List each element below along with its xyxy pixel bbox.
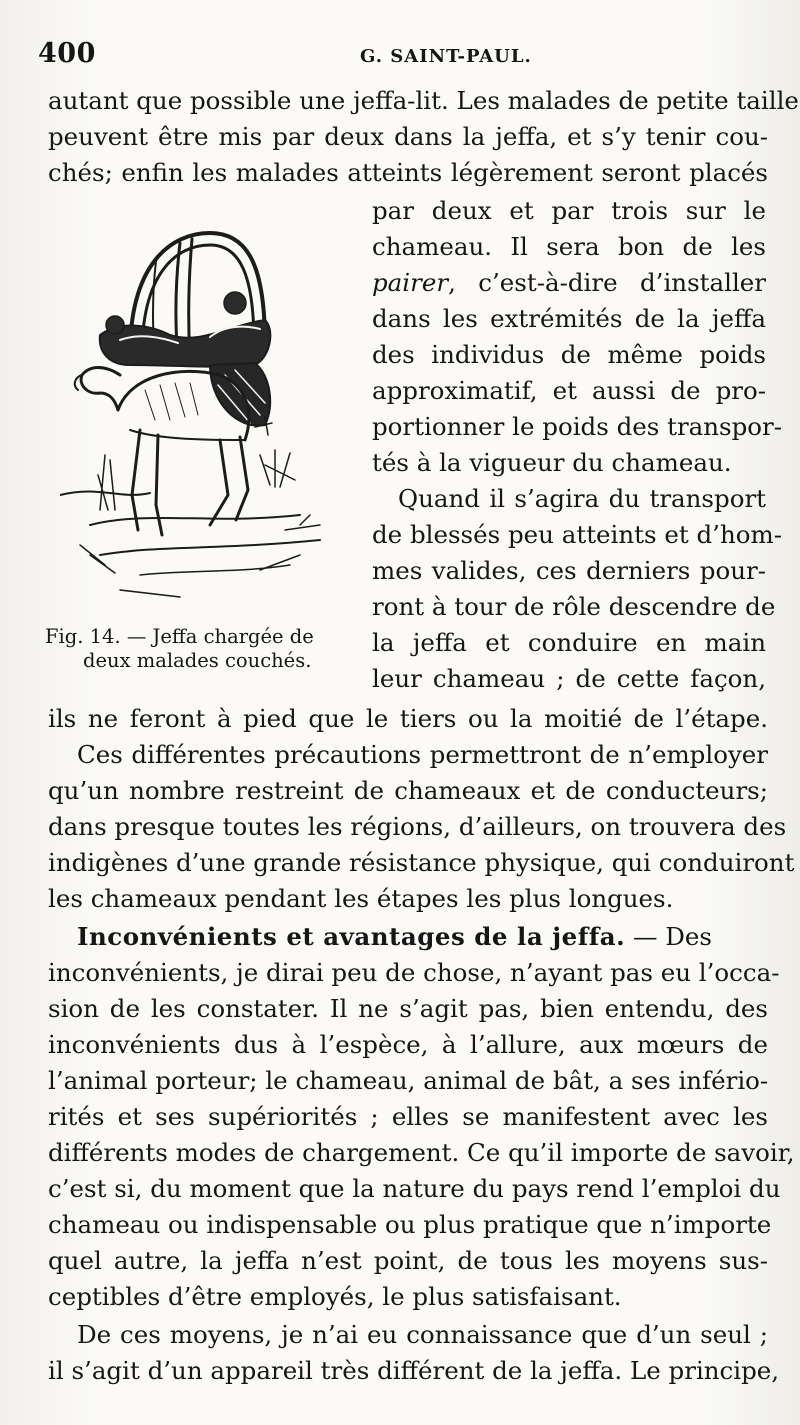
- text-line: la jeffa et conduire en main: [372, 628, 766, 657]
- figure-caption: [45, 625, 365, 673]
- text-line-italic-start: pairer, c’est-à-dire d’installer: [372, 268, 766, 297]
- section-heading-line: [77, 922, 768, 952]
- section-heading-tail: — Des: [625, 922, 712, 951]
- caption-line-2: deux malades couchés.: [83, 649, 312, 672]
- text-line: par deux et par trois sur le: [372, 196, 766, 225]
- text-line: dans les extrémités de la jeffa: [372, 304, 766, 333]
- text-line: l’animal porteur; le chameau, animal de bât, a ses infério-: [48, 1066, 769, 1095]
- text-line: les chameaux pendant les étapes les plus longues.: [48, 884, 674, 913]
- text-line: tés à la vigueur du chameau.: [372, 448, 732, 477]
- caption-line-1: Fig. 14. — Jeffa chargée de: [45, 625, 314, 648]
- section-heading: Inconvénients et avantages de la jeffa.: [77, 922, 626, 951]
- text-line: différents modes de chargement. Ce qu’il importe de savoir,: [48, 1138, 795, 1167]
- text-span: chameau. Il sera bon de les: [372, 232, 766, 261]
- text-line: approximatif, et aussi de pro-: [372, 376, 766, 405]
- text-line: leur chameau ; de cette façon,: [372, 664, 766, 693]
- text-line: c’est si, du moment que la nature du pays rend l’emploi du: [48, 1174, 781, 1203]
- text-line: des individus de même poids: [372, 340, 766, 369]
- text-line: chés; enfin les malades atteints légèrement seront placés: [48, 158, 768, 187]
- text-line: autant que possible une jeffa-lit. Les malades de petite taille: [48, 86, 799, 115]
- text-line: inconvénients, je dirai peu de chose, n’ayant pas eu l’occa-: [48, 958, 780, 987]
- figure-camel-jeffa-illustration: [60, 225, 360, 620]
- running-head: G. SAINT-PAUL.: [360, 46, 532, 67]
- text-line: qu’un nombre restreint de chameaux et de conducteurs;: [48, 776, 768, 805]
- text-line: peuvent être mis par deux dans la jeffa, et s’y tenir cou-: [48, 122, 768, 151]
- text-line: Ces différentes précautions permettront de n’employer: [77, 740, 768, 769]
- text-line: chameau ou indispensable ou plus pratique que n’importe: [48, 1210, 772, 1239]
- text-line: sion de les constater. Il ne s’agit pas, bien entendu, des: [48, 994, 768, 1023]
- text-line: ront à tour de rôle descendre de: [372, 592, 776, 621]
- text-line: rités et ses supériorités ; elles se manifestent avec les: [48, 1102, 768, 1131]
- text-line: de blessés peu atteints et d’hom-: [372, 520, 783, 549]
- page-number: 400: [38, 38, 96, 69]
- text-line: quel autre, la jeffa n’est point, de tous les moyens sus-: [48, 1246, 768, 1275]
- text-line: dans presque toutes les régions, d’ailleurs, on trouvera des: [48, 812, 787, 841]
- text-line: ils ne feront à pied que le tiers ou la moitié de l’étape.: [48, 704, 768, 733]
- page-header: [38, 38, 778, 72]
- text-line: [372, 232, 766, 262]
- text-line: il s’agit d’un appareil très différent de la jeffa. Le principe,: [48, 1356, 780, 1385]
- text-line: indigènes d’une grande résistance physique, qui conduiront: [48, 848, 795, 877]
- text-line: Quand il s’agira du transport: [398, 484, 766, 513]
- text-line: portionner le poids des transpor-: [372, 412, 783, 441]
- text-line: De ces moyens, je n’ai eu connaissance que d’un seul ;: [77, 1320, 768, 1349]
- text-line: ceptibles d’être employés, le plus satisfaisant.: [48, 1282, 622, 1311]
- text-line: inconvénients dus à l’espèce, à l’allure, aux mœurs de: [48, 1030, 768, 1059]
- italic-word: pairer: [372, 268, 449, 297]
- text-line: mes valides, ces derniers pour-: [372, 556, 766, 585]
